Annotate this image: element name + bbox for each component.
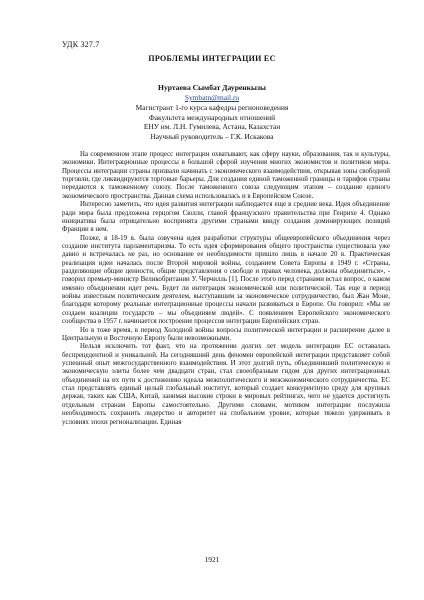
- author-email-link[interactable]: Symbatn@mail.ru: [184, 93, 240, 102]
- supervisor-line: Научный руководитель – Г.К. Искакова: [150, 131, 274, 141]
- affiliation-line: Факультета международных отношений: [148, 112, 276, 122]
- affiliation-line: ЕНУ им. Л.Н. Гумилева, Астана, Казахстан: [143, 122, 281, 131]
- article-title: ПРОБЛЕМЫ ИНТЕГРАЦИИ ЕС: [148, 54, 276, 63]
- affiliation-line: Магистрант 1-го курса кафедры регионоведения: [135, 103, 289, 112]
- paragraph: На современном этапе процесс интеграции охватывают, как сферу науки, образования, так и культуры, экономики. Интеграционные процессы в большой сферой изучения многих экономистов и политиков мира. Процессы интеграции страны призвали начинать с экономического взаимодействия, открывая зоны свободной торговли, где ликвидируются торговые барьеры. Для создания единой таможенной границы и тарифов страны передаются к таможенному союзу. После таможенного союза следующим этапом – создание единого экономического пространства. Данная схема использовалась и в Европейском Союзе.: [62, 151, 390, 200]
- udk-code: УДК 327.7: [62, 40, 100, 49]
- paragraph: Нельзя исключить тот факт, что на протяжении долгих лет модель интеграции ЕС оставалась беспрецедентной и уникальной. На сегодняшний день феномен европейской интеграции представляет собой успешный опыт межгосударственного взаимодействия. И этот долгий путь, объединивший политическую и экономическую элиты более чем двадцати стран, стал своеобразным гидом для других интеграционных объединений на их пути к достижению идеала межполитического и межэкономического сотрудничества. ЕС стал представлять единый целый глобальный институт, который создает конкурентную среду для крупных держав, таких как США, Китай, занимая высокие строки в мировых рейтингах, чего не удается достигнуть отдельным странам Европы самостоятельно. Другими словами, мотивом интеграции послужила необходимость сохранить лидерство и авторитет на глобальном уровне, которые тяжело удерживать в условиях эпохи регионализации. Единая: [62, 343, 390, 426]
- paragraph: Но в тоже время, в период Холодной войны вопросы политической интеграции и расширение далее в Центральную и Восточную Европу были невозможными.: [62, 326, 390, 342]
- author-name: Нуртаева Сымбат Дауренкызы: [158, 83, 266, 92]
- paragraph: Интересно заметить, что идея развития интеграции наблюдается еще в средние века. Идея объединение ради мира была предложена герцогом Сюлли, главой французского правительства при Генрихе 4. Однако инициатива была отрицательно воспринята другими странами ввиду создания доминирующих позиций Франции в нем.: [62, 201, 390, 234]
- page-number: 1921: [204, 555, 220, 564]
- article-body: [62, 151, 390, 427]
- paragraph: Позже, в 18-19 в. была озвучена идея разработки структуры общеевропейского объединения через создание института парламентаризма. То есть идея сформирования общего пространства существовала уже давно и встречалась не раз, но основание ее необходимости пришло лишь в начале 20 в. Практическая реализация идеи началась после Второй мировой войны, созданием Совета Европы в 1949 г. «Страны, разделяющие общие ценности, общие представления о свободе и правах человека, должны объединиться», - говорил премьер-министр Великобритании У. Черчилль [1]. После этого перед странами встал вопрос, о каком именно объединении идет речь. Будет ли интеграция экономической или политической. Так еще в период войны известным политическим деятелем, выступавшим за экономическое сотрудничество, был Жан Моне, благодаря которому реальные интеграционные процессы начали развиваться в Европе. Он говорил: «Мы не создаем коалиции государств – мы объединяем людей». С появлением Европейского экономического сообщества в 1957 г. начинается построение процессов интеграции Европейских стран.: [62, 234, 390, 326]
